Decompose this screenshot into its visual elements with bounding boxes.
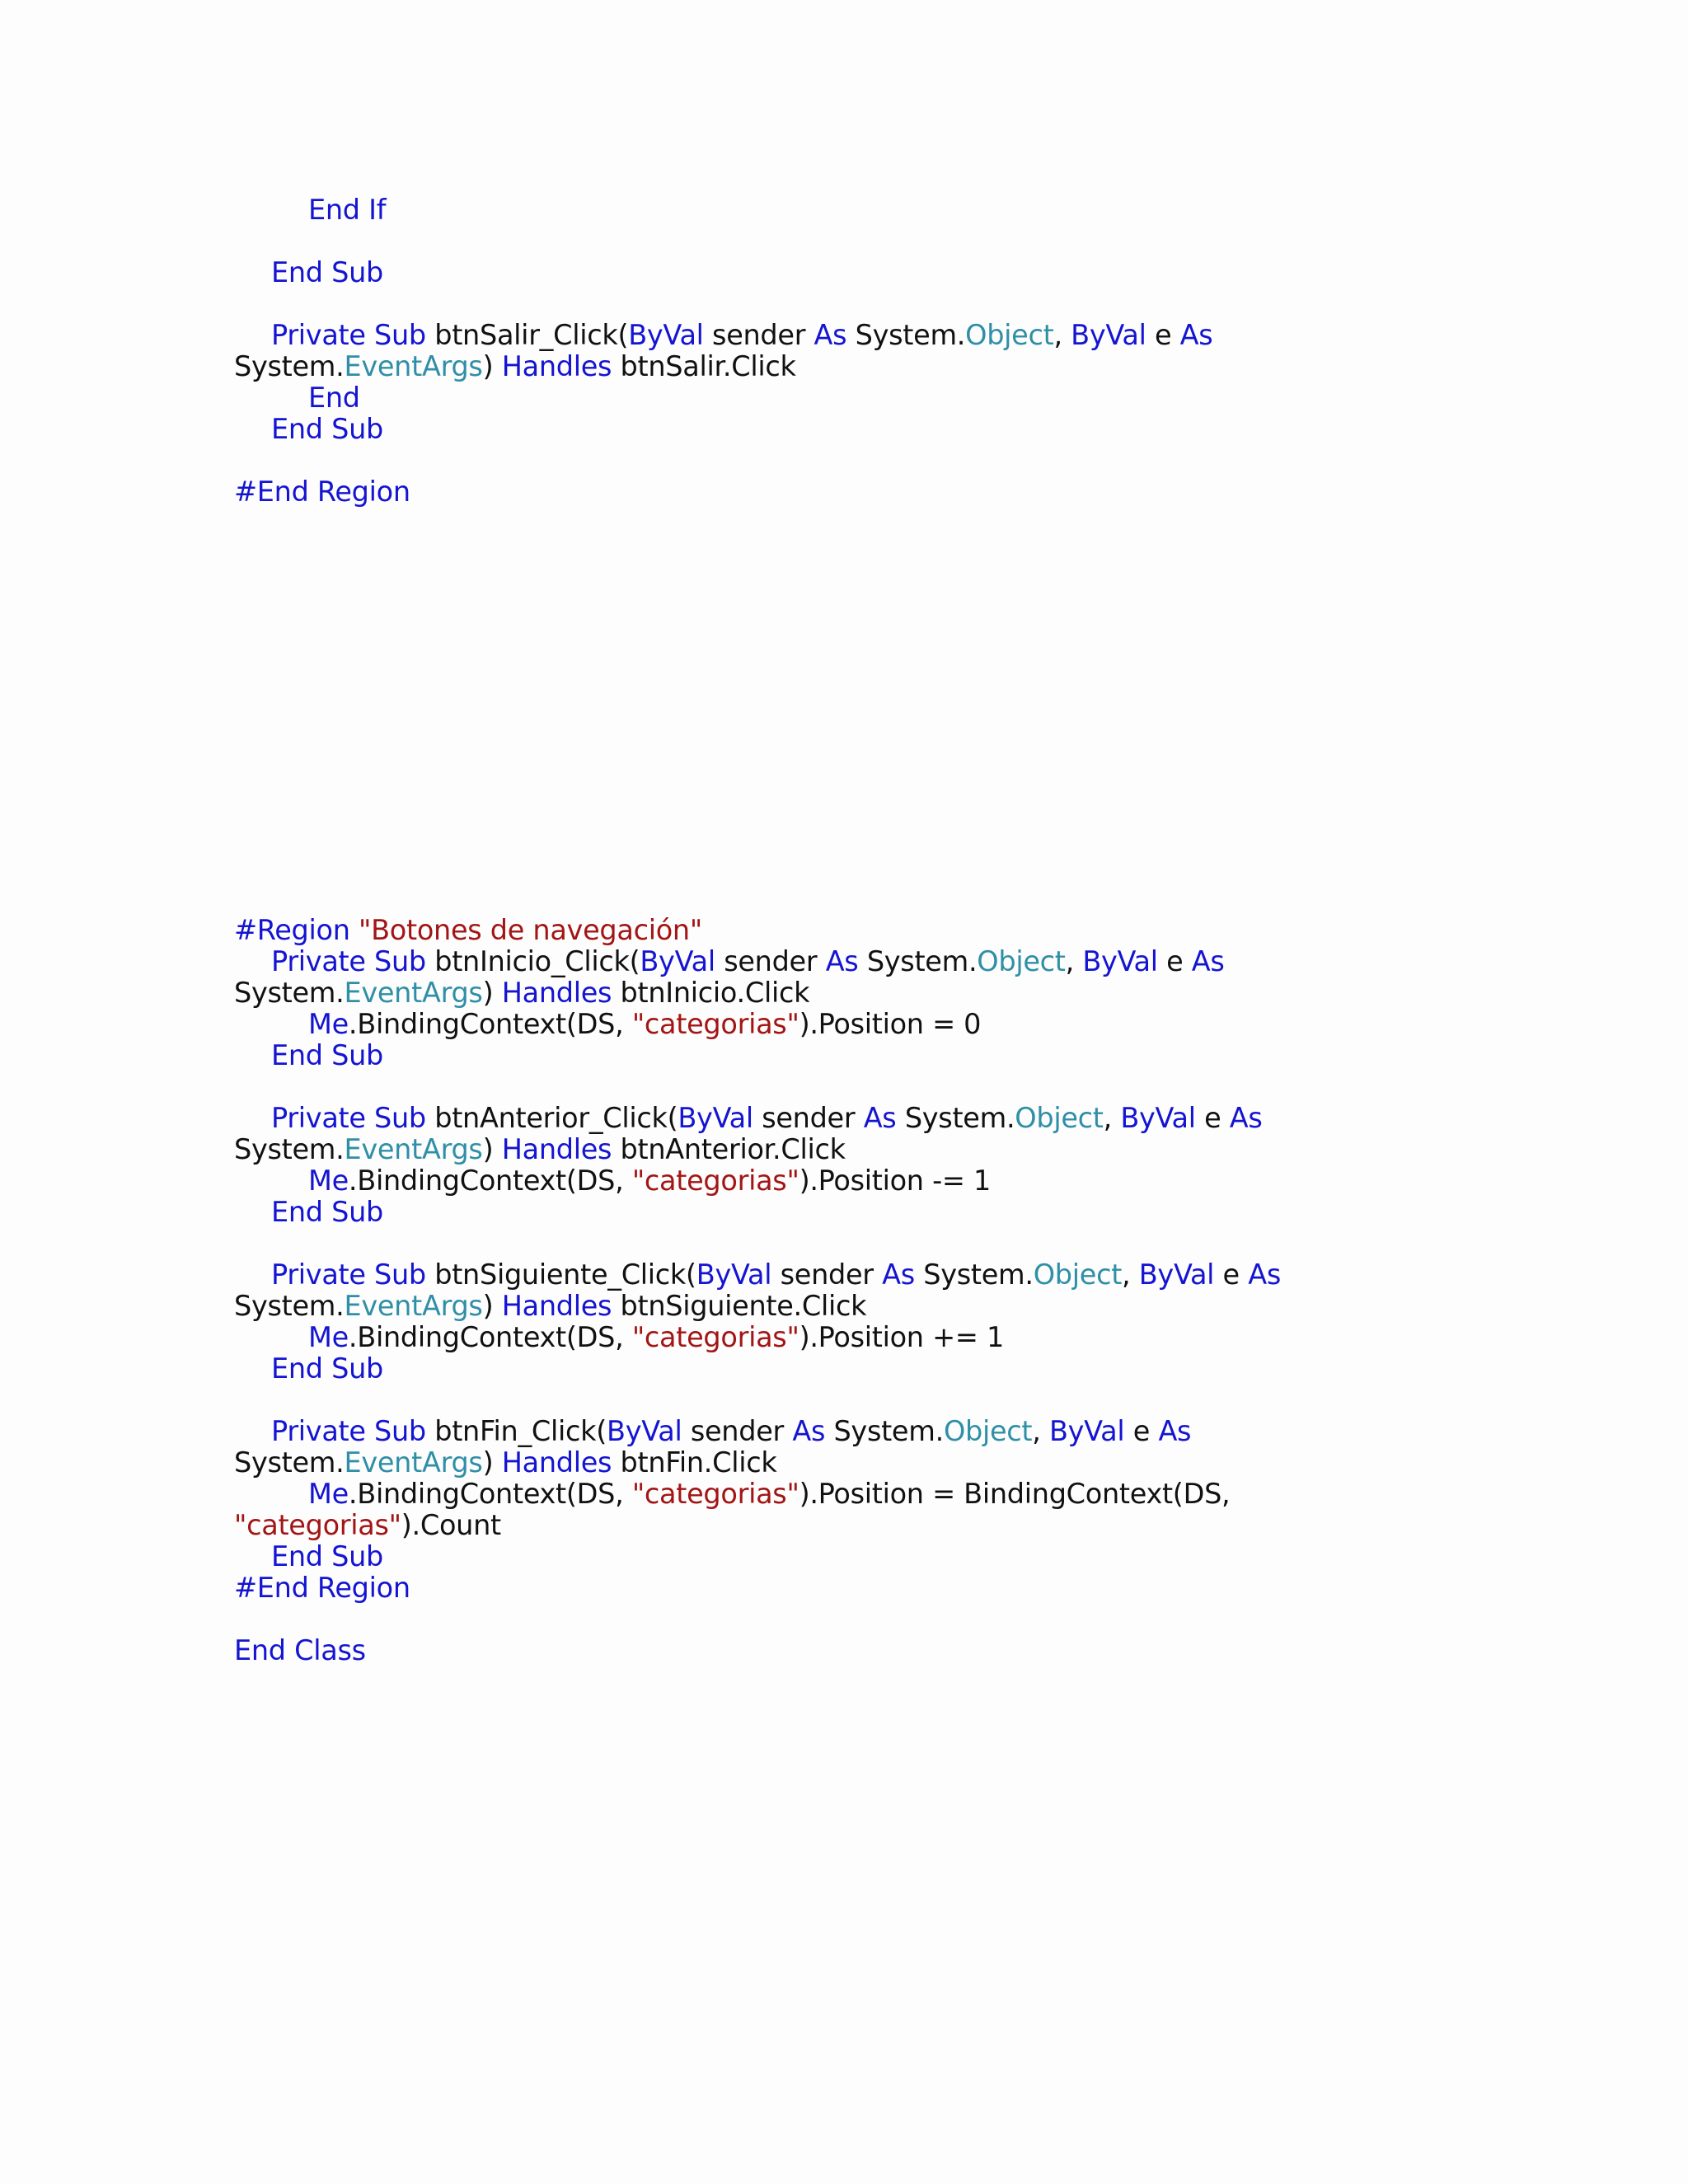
code-line	[234, 226, 1212, 257]
code-text: btnSalir_Click(	[425, 319, 629, 351]
code-text: ,	[1065, 945, 1083, 977]
code-text: btnSiguiente.Click	[612, 1290, 867, 1322]
code-text: ).Position -= 1	[799, 1165, 991, 1197]
code-text: ).Position = 0	[799, 1008, 982, 1040]
code-type: Object	[977, 945, 1066, 977]
code-text: )	[482, 1133, 502, 1165]
code-block-navegacion	[234, 915, 1281, 1666]
code-text: )	[482, 350, 502, 382]
code-line	[234, 1228, 1281, 1259]
code-text: )	[482, 1446, 502, 1479]
code-text: btnFin_Click(	[425, 1415, 607, 1447]
code-keyword: End Sub	[271, 1352, 383, 1385]
code-keyword: End	[308, 382, 360, 414]
code-line	[234, 382, 1212, 414]
code-text: System.	[234, 1446, 345, 1479]
code-string: "categorias"	[631, 1478, 799, 1510]
code-line	[234, 1103, 1281, 1134]
code-text: btnAnterior_Click(	[425, 1102, 678, 1134]
code-keyword: Me	[308, 1478, 349, 1510]
code-keyword: End Sub	[271, 1039, 383, 1071]
code-text: ,	[1103, 1102, 1121, 1134]
code-line	[234, 1040, 1281, 1071]
code-text: e	[1157, 945, 1192, 977]
code-line	[234, 1447, 1281, 1479]
code-line	[234, 946, 1281, 977]
code-keyword: Private Sub	[271, 1415, 426, 1447]
code-line	[234, 915, 1281, 946]
code-line	[234, 320, 1212, 351]
code-keyword: End Sub	[271, 1196, 383, 1228]
code-type: EventArgs	[344, 977, 483, 1009]
code-keyword: #Region	[234, 914, 359, 946]
code-keyword: ByVal	[640, 945, 715, 977]
code-keyword: Private Sub	[271, 945, 426, 977]
code-text: .BindingContext(DS,	[348, 1008, 632, 1040]
code-keyword: As	[825, 945, 859, 977]
code-keyword: End Sub	[271, 256, 383, 288]
code-type: Object	[1015, 1102, 1104, 1134]
code-keyword: End If	[308, 194, 387, 226]
code-text: btnAnterior.Click	[612, 1133, 846, 1165]
code-keyword: ByVal	[1138, 1258, 1215, 1291]
code-keyword: ByVal	[628, 319, 704, 351]
code-keyword: As	[1248, 1258, 1281, 1291]
code-keyword: ByVal	[1048, 1415, 1125, 1447]
code-line	[234, 1291, 1281, 1322]
code-text: btnInicio_Click(	[425, 945, 640, 977]
code-line	[234, 1259, 1281, 1291]
code-type: Object	[943, 1415, 1033, 1447]
code-text: ).Count	[401, 1509, 501, 1541]
code-type: EventArgs	[344, 1290, 483, 1322]
code-keyword: ByVal	[607, 1415, 682, 1447]
code-keyword: ByVal	[696, 1258, 772, 1291]
code-line	[234, 1009, 1281, 1040]
code-text: sender	[715, 945, 826, 977]
code-line	[234, 288, 1212, 320]
code-text: System.	[825, 1415, 944, 1447]
code-text: .BindingContext(DS,	[348, 1478, 632, 1510]
code-text: System.	[234, 977, 345, 1009]
code-keyword: As	[1158, 1415, 1192, 1447]
code-line	[234, 1071, 1281, 1103]
code-keyword: End Class	[234, 1634, 366, 1666]
code-text: System.	[896, 1102, 1015, 1134]
code-keyword: Handles	[501, 977, 612, 1009]
code-keyword: As	[863, 1102, 897, 1134]
code-line	[234, 351, 1212, 382]
code-text: System.	[914, 1258, 1034, 1291]
code-keyword: Handles	[501, 1446, 612, 1479]
code-text: btnInicio.Click	[612, 977, 810, 1009]
code-text: .BindingContext(DS,	[348, 1321, 632, 1353]
code-keyword: #End Region	[234, 1572, 410, 1604]
code-text: System.	[858, 945, 978, 977]
code-text: sender	[771, 1258, 883, 1291]
code-line	[234, 445, 1212, 476]
code-line	[234, 1353, 1281, 1385]
code-keyword: As	[814, 319, 847, 351]
code-keyword: #End Region	[234, 476, 410, 508]
code-keyword: ByVal	[1082, 945, 1158, 977]
code-keyword: As	[1191, 945, 1225, 977]
code-line	[234, 1416, 1281, 1447]
code-keyword: End Sub	[271, 1540, 383, 1572]
code-type: EventArgs	[344, 1133, 483, 1165]
code-keyword: As	[792, 1415, 826, 1447]
code-keyword: As	[882, 1258, 915, 1291]
code-keyword: ByVal	[678, 1102, 753, 1134]
code-line	[234, 257, 1212, 288]
code-string: "categorias"	[631, 1165, 799, 1197]
code-text: sender	[753, 1102, 864, 1134]
code-keyword: Private Sub	[271, 319, 426, 351]
code-keyword: ByVal	[1120, 1102, 1196, 1134]
code-type: Object	[1033, 1258, 1123, 1291]
code-text: System.	[234, 350, 345, 382]
code-line	[234, 1134, 1281, 1165]
code-text: ,	[1122, 1258, 1139, 1291]
code-text: System.	[234, 1290, 345, 1322]
code-text: e	[1214, 1258, 1249, 1291]
code-line	[234, 476, 1212, 508]
code-text: e	[1146, 319, 1180, 351]
code-text: ).Position += 1	[799, 1321, 1004, 1353]
code-string: "categorias"	[631, 1008, 799, 1040]
code-line	[234, 1604, 1281, 1635]
code-keyword: Me	[308, 1008, 349, 1040]
code-block-salir	[234, 194, 1212, 508]
code-keyword: As	[1229, 1102, 1263, 1134]
code-text: )	[482, 977, 502, 1009]
code-line	[234, 1541, 1281, 1572]
code-text: ,	[1032, 1415, 1049, 1447]
code-text: e	[1124, 1415, 1159, 1447]
code-keyword: Handles	[501, 350, 612, 382]
code-line	[234, 1385, 1281, 1416]
code-line	[234, 1510, 1281, 1541]
code-type: EventArgs	[344, 1446, 483, 1479]
code-text: btnFin.Click	[612, 1446, 777, 1479]
code-string: "categorias"	[631, 1321, 799, 1353]
code-line	[234, 1165, 1281, 1197]
code-text: .BindingContext(DS,	[348, 1165, 632, 1197]
code-line	[234, 194, 1212, 226]
code-text: ,	[1053, 319, 1071, 351]
code-line	[234, 977, 1281, 1009]
code-keyword: Private Sub	[271, 1258, 426, 1291]
code-text: ).Position = BindingContext(DS,	[799, 1478, 1231, 1510]
code-text: e	[1195, 1102, 1230, 1134]
code-text: System.	[846, 319, 966, 351]
code-keyword: End Sub	[271, 413, 383, 445]
code-line	[234, 1479, 1281, 1510]
code-line	[234, 414, 1212, 445]
code-keyword: Handles	[501, 1133, 612, 1165]
code-keyword: Handles	[501, 1290, 612, 1322]
code-line	[234, 1322, 1281, 1353]
code-text: System.	[234, 1133, 345, 1165]
code-type: EventArgs	[344, 350, 483, 382]
code-keyword: Me	[308, 1321, 349, 1353]
code-text: btnSiguiente_Click(	[425, 1258, 696, 1291]
code-line	[234, 1635, 1281, 1666]
code-string: "categorias"	[234, 1509, 401, 1541]
code-text: sender	[703, 319, 814, 351]
code-text: btnSalir.Click	[612, 350, 796, 382]
code-text: sender	[682, 1415, 793, 1447]
code-line	[234, 1572, 1281, 1604]
code-keyword: Private Sub	[271, 1102, 426, 1134]
code-text: )	[482, 1290, 502, 1322]
code-keyword: Me	[308, 1165, 349, 1197]
code-line	[234, 1197, 1281, 1228]
code-keyword: As	[1179, 319, 1213, 351]
code-string: "Botones de navegación"	[359, 914, 702, 946]
code-type: Object	[965, 319, 1054, 351]
code-keyword: ByVal	[1071, 319, 1146, 351]
